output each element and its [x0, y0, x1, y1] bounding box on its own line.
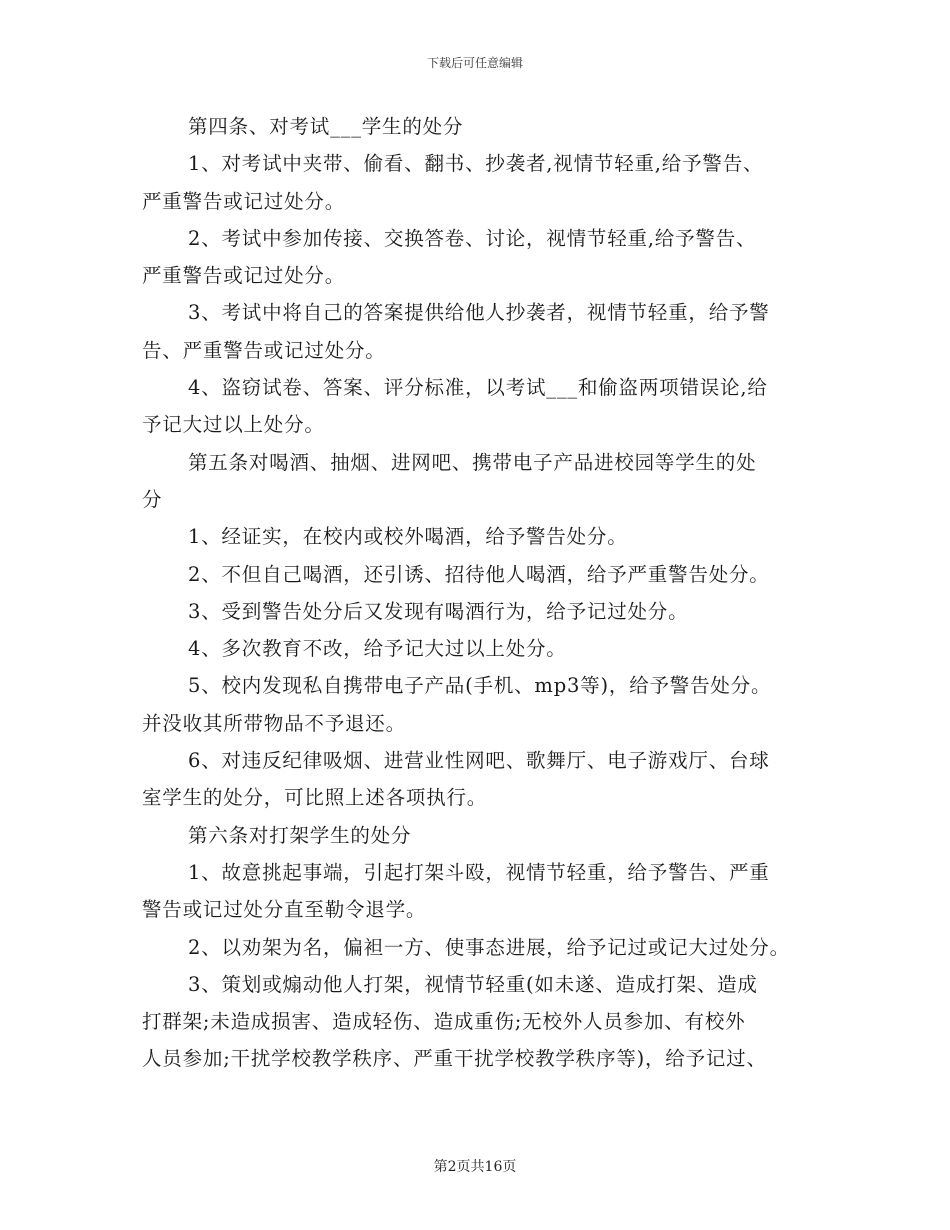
text-line: 打群架;未造成损害、造成轻伤、造成重伤;无校外人员参加、有校外 [142, 1010, 746, 1034]
page-header: 下载后可任意编辑 [426, 56, 523, 70]
section-heading: 第六条对打架学生的处分 [188, 823, 412, 847]
text-line: 4、盗窃试卷、答案、评分标准，以考试___和偷盗两项错误论,给 [188, 376, 768, 400]
document-body [142, 108, 822, 1078]
text-line: 第四条、对考试___学生的处分 [188, 115, 464, 138]
text-line: 室学生的处分，可比照上述各项执行。 [142, 786, 488, 810]
text-line: 并没收其所带物品不予退还。 [142, 711, 406, 735]
text-line: 1、经证实，在校内或校外喝酒，给予警告处分。 [188, 525, 628, 549]
text-line: 严重警告或记过处分。 [142, 189, 346, 213]
text-line: 1、故意挑起事端，引起打架斗殴，视情节轻重，给予警告、严重 [188, 860, 770, 884]
text-line: 2、不但自己喝酒，还引诱、招待他人喝酒，给予严重警告处分。 [188, 562, 770, 586]
page-number: 第2页共16页 [433, 1159, 517, 1175]
text-line: 6、对违反纪律吸烟、进营业性网吧、歌舞厅、电子游戏厅、台球 [188, 749, 770, 773]
text-line: 2、以劝架为名，偏袒一方、使事态进展，给予记过或记大过处分。 [188, 935, 790, 959]
text-line: 严重警告或记过处分。 [142, 264, 346, 288]
text-line: 4、多次教育不改，给予记大过以上处分。 [188, 637, 567, 661]
text-line: 3、考试中将自己的答案提供给他人抄袭者，视情节轻重，给予警 [188, 301, 770, 325]
text-line: 告、严重警告或记过处分。 [142, 338, 386, 362]
text-line: 予记大过以上处分。 [142, 413, 325, 437]
text-line: 人员参加;干扰学校教学秩序、严重干扰学校教学秩序等)，给予记过、 [142, 1047, 767, 1071]
text-line: 分 [142, 487, 163, 511]
text-line: 警告或记过处分直至勒令退学。 [142, 898, 427, 922]
text-line: 1、对考试中夹带、偷看、翻书、抄袭者,视情节轻重,给予警告、 [188, 152, 764, 176]
text-line: 3、策划或煽动他人打架，视情节轻重(如未遂、造成打架、造成 [188, 972, 758, 996]
section-heading: 第五条对喝酒、抽烟、进网吧、携带电子产品进校园等学生的处 [188, 450, 757, 474]
text-line: 5、校内发现私自携带电子产品(手机、mp3等)，给予警告处分。 [188, 674, 772, 698]
text-line: 2、考试中参加传接、交换答卷、讨论，视情节轻重,给予警告、 [188, 226, 757, 250]
text-line: 3、受到警告处分后又发现有喝酒行为，给予记过处分。 [188, 599, 689, 623]
